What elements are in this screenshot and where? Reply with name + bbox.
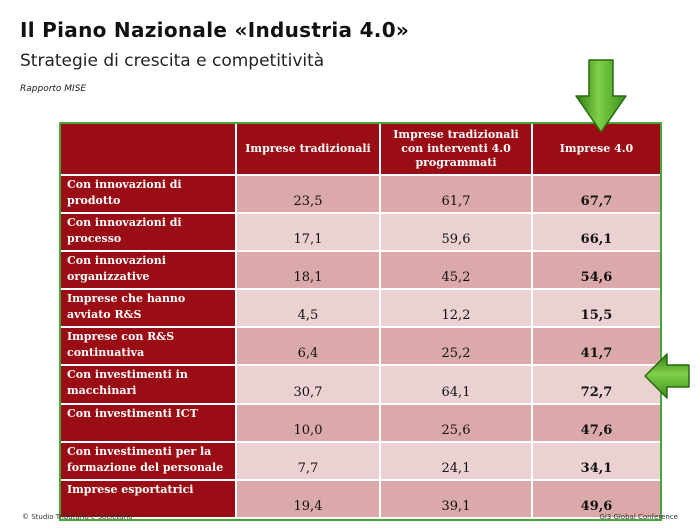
row-label: Con investimenti in macchinari [61, 366, 237, 405]
cell-traditional-planned: 61,7 [381, 176, 533, 214]
header-cell-traditional: Imprese tradizionali [237, 124, 381, 176]
table-row [61, 214, 660, 252]
cell-traditional-planned: 25,6 [381, 405, 533, 443]
row-label: Imprese esportatrici [61, 481, 237, 519]
header-cell-industry40: Imprese 4.0 [533, 124, 660, 176]
footer-event: Gi3 Global Conference [599, 513, 678, 521]
cell-traditional-planned: 25,2 [381, 328, 533, 366]
table-row [61, 405, 660, 443]
green-arrow-down-icon [574, 58, 628, 134]
footer-copyright: © Studio Tributario e Societario [22, 513, 133, 521]
row-label: Con investimenti ICT [61, 405, 237, 443]
cell-industry40: 54,6 [533, 252, 660, 290]
row-label: Con innovazioni organizzative [61, 252, 237, 290]
table-row-highlighted [61, 366, 660, 405]
cell-traditional: 6,4 [237, 328, 381, 366]
table-header-row [61, 124, 660, 176]
cell-industry40: 49,6 [533, 481, 660, 519]
row-label: Con innovazioni di prodotto [61, 176, 237, 214]
cell-traditional: 18,1 [237, 252, 381, 290]
header-cell-empty [61, 124, 237, 176]
header-cell-traditional-planned: Imprese tradizionali con interventi 4.0 programmati [381, 124, 533, 176]
table-row [61, 328, 660, 366]
cell-traditional-planned: 59,6 [381, 214, 533, 252]
cell-traditional: 4,5 [237, 290, 381, 328]
cell-traditional-planned: 12,2 [381, 290, 533, 328]
cell-industry40: 67,7 [533, 176, 660, 214]
row-label: Con innovazioni di processo [61, 214, 237, 252]
slide-title: Il Piano Nazionale «Industria 4.0» [20, 18, 410, 42]
cell-industry40: 34,1 [533, 443, 660, 481]
cell-traditional-planned: 45,2 [381, 252, 533, 290]
cell-traditional: 7,7 [237, 443, 381, 481]
cell-industry40: 15,5 [533, 290, 660, 328]
cell-traditional: 10,0 [237, 405, 381, 443]
slide-subtitle: Strategie di crescita e competitività [20, 51, 325, 71]
cell-industry40: 41,7 [533, 328, 660, 366]
cell-traditional: 23,5 [237, 176, 381, 214]
table-row [61, 443, 660, 481]
cell-traditional: 19,4 [237, 481, 381, 519]
table-row [61, 252, 660, 290]
row-label: Imprese che hanno avviato R&S [61, 290, 237, 328]
row-label: Con investimenti per la formazione del personale [61, 443, 237, 481]
cell-industry40: 72,7 [533, 366, 660, 405]
row-label: Imprese con R&S continuativa [61, 328, 237, 366]
cell-industry40: 66,1 [533, 214, 660, 252]
source-note: Rapporto MISE [20, 84, 87, 94]
table-row [61, 290, 660, 328]
table-row [61, 481, 660, 519]
cell-traditional-planned: 64,1 [381, 366, 533, 405]
table-row [61, 176, 660, 214]
cell-traditional: 17,1 [237, 214, 381, 252]
cell-traditional-planned: 39,1 [381, 481, 533, 519]
green-arrow-left-icon [643, 352, 691, 400]
data-table [61, 124, 660, 519]
cell-traditional: 30,7 [237, 366, 381, 405]
cell-traditional-planned: 24,1 [381, 443, 533, 481]
cell-industry40: 47,6 [533, 405, 660, 443]
data-table-frame [59, 122, 662, 521]
